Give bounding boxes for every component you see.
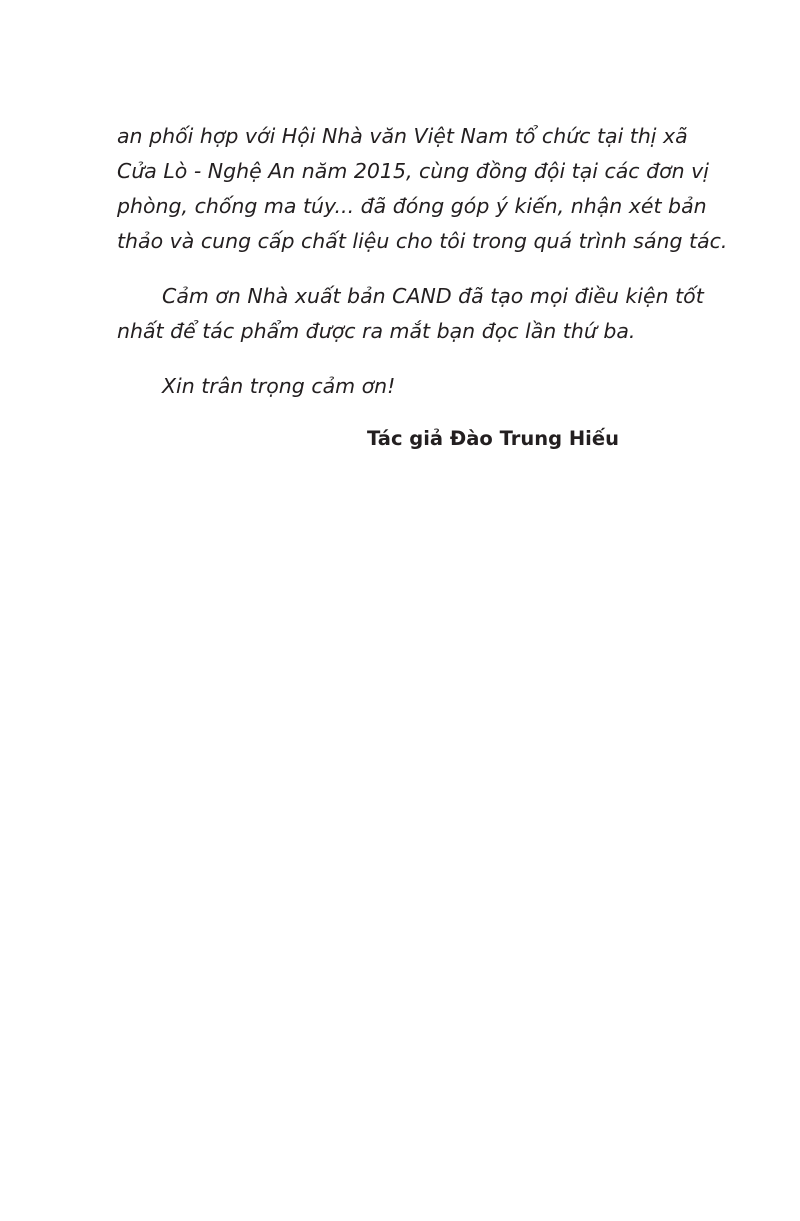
- text-line: thảo và cung cấp chất liệu cho tôi trong quá trình sáng tác.: [117, 229, 728, 253]
- author-signature: Tác giả Đào Trung Hiếu: [367, 427, 619, 450]
- paragraph-closing: [117, 369, 677, 404]
- text-line: nhất để tác phẩm được ra mắt bạn đọc lần thứ ba.: [117, 319, 636, 343]
- paragraph-acknowledgement-contributors: [117, 119, 728, 259]
- body-text: [117, 119, 728, 404]
- text-line: an phối hợp với Hội Nhà văn Việt Nam tổ chức tại thị xã: [117, 124, 688, 148]
- paragraph-thanks-publisher: [117, 279, 704, 349]
- text-line: Cảm ơn Nhà xuất bản CAND đã tạo mọi điều kiện tốt: [162, 284, 704, 308]
- text-line: Xin trân trọng cảm ơn!: [162, 374, 396, 398]
- text-line: Cửa Lò - Nghệ An năm 2015, cùng đồng đội tại các đơn vị: [117, 159, 709, 183]
- text-line: phòng, chống ma túy... đã đóng góp ý kiến, nhận xét bản: [117, 194, 707, 218]
